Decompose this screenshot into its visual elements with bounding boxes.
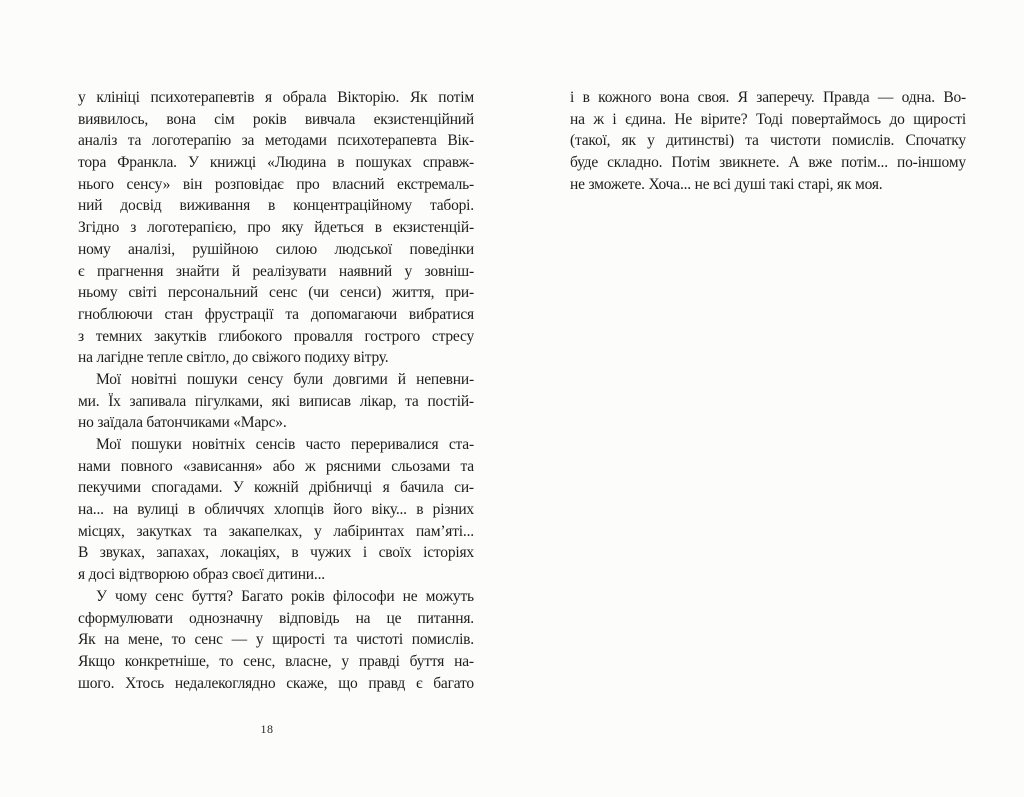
word: Потім bbox=[671, 154, 711, 172]
word: сльозами bbox=[391, 457, 451, 475]
word: були bbox=[293, 370, 324, 388]
word: про bbox=[247, 219, 271, 237]
word: та bbox=[127, 132, 142, 150]
text-line bbox=[78, 304, 474, 326]
word: Як bbox=[409, 89, 428, 106]
word: це bbox=[386, 609, 402, 627]
word: своя. bbox=[697, 89, 730, 106]
word: про bbox=[296, 175, 320, 193]
text-line bbox=[570, 109, 966, 131]
text-line bbox=[78, 586, 474, 608]
word: реалізувати bbox=[252, 262, 327, 280]
word: єдина. bbox=[625, 110, 666, 128]
word: і bbox=[362, 544, 367, 562]
word: однозначну bbox=[189, 609, 263, 627]
word: кожній bbox=[254, 479, 299, 497]
word: років bbox=[252, 110, 287, 128]
word: переривалися bbox=[350, 436, 439, 453]
word: екзистенцій- bbox=[392, 219, 474, 237]
word: пошуках bbox=[355, 154, 412, 172]
word: екстремаль- bbox=[397, 175, 474, 193]
word: є bbox=[415, 674, 423, 692]
word: сенс bbox=[155, 587, 184, 605]
word: повного bbox=[120, 457, 173, 475]
word: прагнення bbox=[96, 262, 164, 280]
word: чому bbox=[114, 587, 147, 605]
text-line bbox=[78, 174, 474, 196]
word: чужих bbox=[310, 544, 352, 562]
text-line bbox=[78, 261, 474, 283]
word: рушійною bbox=[192, 240, 259, 258]
word: шого. bbox=[78, 674, 115, 692]
word: спогадами. bbox=[151, 479, 223, 497]
word: вибратися bbox=[408, 305, 474, 323]
word: власний bbox=[332, 175, 385, 193]
word: ж bbox=[304, 457, 316, 475]
word: сенсів bbox=[255, 436, 296, 453]
word: з bbox=[78, 327, 84, 345]
word: логотерапією, bbox=[147, 219, 237, 237]
word: нього bbox=[78, 175, 114, 193]
word: У bbox=[232, 479, 244, 497]
word: повертаймось bbox=[791, 110, 881, 128]
word: Якщо bbox=[78, 652, 115, 670]
word: психотерапевта bbox=[337, 132, 437, 150]
word: наявний bbox=[338, 262, 392, 280]
word: фрустрації bbox=[204, 305, 274, 323]
word: заперечу. bbox=[756, 89, 815, 106]
word: у bbox=[647, 132, 655, 150]
word: Вік- bbox=[447, 132, 474, 150]
word: допомагаючи bbox=[310, 305, 397, 323]
word: вона bbox=[659, 89, 690, 106]
word: часто bbox=[305, 436, 341, 453]
word: не bbox=[402, 587, 418, 605]
word: то bbox=[219, 652, 234, 670]
word: дрібничці bbox=[309, 479, 373, 497]
word: в bbox=[337, 154, 345, 172]
word: рясними bbox=[325, 457, 381, 475]
word: (такої, bbox=[570, 132, 611, 150]
word: А bbox=[788, 154, 800, 172]
word: звуках, bbox=[99, 544, 145, 562]
word: дитинстві) bbox=[665, 132, 734, 150]
text-line: не зможете. Хоча... не всі душі такі старі, як моя. bbox=[570, 175, 883, 193]
word: пекучими bbox=[78, 479, 141, 497]
word: в bbox=[268, 197, 276, 215]
word: Як bbox=[78, 631, 96, 649]
word: помислів. bbox=[832, 132, 895, 150]
word: Мої bbox=[96, 370, 121, 388]
left-page-column bbox=[78, 87, 474, 694]
word: справж- bbox=[422, 154, 474, 172]
word: темних bbox=[95, 327, 143, 345]
word: закутках bbox=[136, 522, 192, 540]
text-line bbox=[78, 456, 474, 478]
text-line bbox=[78, 499, 474, 521]
word: провалля bbox=[293, 327, 353, 345]
text-line bbox=[78, 87, 474, 109]
word: «зависання» bbox=[182, 457, 263, 475]
word: аналізі, bbox=[127, 240, 175, 258]
word: я bbox=[382, 479, 390, 497]
word: років bbox=[291, 587, 325, 605]
word: ньому bbox=[78, 284, 118, 302]
word: поведінки bbox=[409, 240, 474, 258]
word: потім bbox=[438, 89, 474, 106]
word: пігулками, bbox=[194, 392, 263, 410]
word: звикнете. bbox=[719, 154, 780, 172]
word: філософи bbox=[332, 587, 395, 605]
text-line bbox=[78, 434, 474, 456]
word: йдеться bbox=[314, 219, 364, 237]
word: Франкла. bbox=[117, 154, 177, 172]
word: «Людина bbox=[267, 154, 327, 172]
word: персональний bbox=[167, 284, 259, 302]
word: хлопців bbox=[273, 501, 324, 519]
word: на bbox=[570, 110, 585, 128]
word: виживання bbox=[179, 197, 251, 215]
word: сформулювати bbox=[78, 609, 173, 627]
word: до bbox=[889, 110, 905, 128]
text-line bbox=[78, 542, 474, 564]
page-number: 18 bbox=[260, 722, 274, 736]
word: я bbox=[264, 89, 272, 106]
word: на- bbox=[454, 652, 474, 670]
word: ний bbox=[78, 197, 103, 215]
word: в bbox=[187, 501, 195, 519]
word: нами bbox=[78, 457, 111, 475]
word: пошуки bbox=[131, 436, 182, 453]
word: правд bbox=[368, 674, 406, 692]
word: У bbox=[187, 154, 199, 172]
word: на bbox=[355, 609, 371, 627]
word: Хтось bbox=[125, 674, 164, 692]
text-line bbox=[78, 282, 474, 304]
word: буде bbox=[570, 154, 599, 172]
word: у bbox=[255, 631, 264, 649]
text-line bbox=[78, 326, 474, 348]
word: потім... bbox=[841, 154, 888, 172]
word: Не bbox=[674, 110, 693, 128]
word: ми. bbox=[78, 392, 100, 410]
text-line: я досі відтворюю образ своєї дитини... bbox=[78, 566, 325, 584]
word: закутків bbox=[154, 327, 207, 345]
word: довгими bbox=[333, 370, 388, 388]
word: стресу bbox=[431, 327, 474, 345]
word: у bbox=[341, 652, 349, 670]
word: в bbox=[374, 219, 382, 237]
word: пошуки bbox=[186, 370, 238, 388]
word: обрала bbox=[282, 89, 327, 106]
word: постій- bbox=[427, 392, 474, 410]
word: таборі. bbox=[429, 197, 474, 215]
word: новітніх bbox=[192, 436, 246, 453]
word: Спочатку bbox=[905, 132, 966, 150]
word: ному bbox=[78, 240, 111, 258]
word: та bbox=[405, 392, 419, 410]
word: своїх bbox=[378, 544, 412, 562]
word: Мої bbox=[96, 436, 121, 453]
word: в bbox=[291, 544, 299, 562]
word: у bbox=[404, 262, 413, 280]
text-line bbox=[78, 369, 474, 391]
word: знайти bbox=[175, 262, 220, 280]
text-line bbox=[78, 521, 474, 543]
word: — bbox=[877, 89, 894, 106]
word: аналіз bbox=[78, 132, 118, 150]
word: В bbox=[78, 544, 89, 562]
word: стан bbox=[164, 305, 193, 323]
word: питання. bbox=[417, 609, 474, 627]
word: скаже, bbox=[286, 674, 328, 692]
word: чистоти bbox=[769, 132, 821, 150]
word: Їх bbox=[108, 392, 121, 410]
text-line bbox=[570, 130, 966, 152]
word: вона bbox=[166, 110, 196, 128]
word: вивчала bbox=[304, 110, 356, 128]
word: запахах, bbox=[156, 544, 209, 562]
word: з bbox=[130, 219, 137, 237]
word: психотерапевтів bbox=[150, 89, 255, 106]
word: розповідає bbox=[214, 175, 284, 193]
word: запивала bbox=[129, 392, 187, 410]
word: силою bbox=[275, 240, 317, 258]
word: сенсу bbox=[247, 370, 284, 388]
word: недалекоглядно bbox=[174, 674, 276, 692]
word: то bbox=[171, 631, 186, 649]
text-line bbox=[78, 239, 474, 261]
word: відповідь bbox=[279, 609, 340, 627]
word: на... bbox=[78, 501, 104, 519]
word: та bbox=[285, 305, 299, 323]
word: вулиці bbox=[137, 501, 179, 519]
word: і bbox=[570, 89, 575, 106]
word: Тоді bbox=[755, 110, 783, 128]
right-page-column bbox=[570, 87, 966, 195]
word: що bbox=[338, 674, 358, 692]
word: або bbox=[272, 457, 295, 475]
word: і bbox=[612, 110, 617, 128]
word: зовніш- bbox=[424, 262, 474, 280]
word: досвід bbox=[120, 197, 162, 215]
word: які bbox=[271, 392, 290, 410]
word: тора bbox=[78, 154, 107, 172]
word: бачила bbox=[400, 479, 444, 497]
text-line bbox=[78, 109, 474, 131]
word: екзистенційний bbox=[373, 110, 474, 128]
word: вірите? bbox=[700, 110, 748, 128]
text-line bbox=[78, 391, 474, 413]
word: конкретніше, bbox=[124, 652, 210, 670]
word: сенс bbox=[268, 284, 298, 302]
word: глибокого bbox=[218, 327, 282, 345]
word: ста- bbox=[448, 436, 474, 453]
word: місцях, bbox=[78, 522, 125, 540]
word: у bbox=[314, 522, 322, 540]
word: можуть bbox=[425, 587, 474, 605]
word: він bbox=[182, 175, 203, 193]
word: чистоті bbox=[356, 631, 403, 649]
word: щирості bbox=[272, 631, 325, 649]
word: сенс, bbox=[243, 652, 276, 670]
word: щирості bbox=[913, 110, 966, 128]
word: си- bbox=[454, 479, 474, 497]
word: лікар, bbox=[359, 392, 397, 410]
text-line bbox=[78, 673, 474, 695]
text-line bbox=[78, 477, 474, 499]
word: мене, bbox=[128, 631, 163, 649]
word: (чи bbox=[308, 284, 329, 302]
text-line bbox=[78, 217, 474, 239]
word: віку... bbox=[371, 501, 407, 519]
word: лабіринтах bbox=[333, 522, 405, 540]
word: вже bbox=[808, 154, 833, 172]
word: одна. bbox=[901, 89, 935, 106]
word: в bbox=[582, 89, 590, 106]
word: й bbox=[397, 370, 406, 388]
word: буття? bbox=[191, 587, 233, 605]
word: пам’яті... bbox=[415, 522, 474, 540]
word: як bbox=[621, 132, 636, 150]
word: виписав bbox=[298, 392, 351, 410]
word: його bbox=[333, 501, 363, 519]
text-line bbox=[78, 629, 474, 651]
word: кожного bbox=[598, 89, 652, 106]
text-line bbox=[78, 195, 474, 217]
word: непевни- bbox=[416, 370, 474, 388]
word: методами bbox=[264, 132, 327, 150]
word: сенс bbox=[194, 631, 223, 649]
word: правді bbox=[358, 652, 400, 670]
word: на bbox=[113, 501, 128, 519]
word: багато bbox=[433, 674, 474, 692]
word: гноблюючи bbox=[78, 305, 153, 323]
text-line: на лагідне тепле світло, до свіжого подиху вітру. bbox=[78, 349, 389, 367]
word: є bbox=[78, 262, 85, 280]
word: локаціях, bbox=[220, 544, 280, 562]
word: людської bbox=[334, 240, 392, 258]
word: на bbox=[104, 631, 120, 649]
word: ж bbox=[593, 110, 604, 128]
word: Во- bbox=[943, 89, 966, 106]
word: життя, bbox=[392, 284, 435, 302]
word: різних bbox=[432, 501, 474, 519]
text-line bbox=[78, 130, 474, 152]
text-line bbox=[78, 651, 474, 673]
word: Вікторію. bbox=[337, 89, 400, 106]
word: закапелках, bbox=[228, 522, 303, 540]
text-line bbox=[570, 152, 966, 174]
word: Згідно bbox=[78, 219, 120, 237]
word: та bbox=[333, 631, 348, 649]
text-line bbox=[78, 608, 474, 630]
word: концентраційному bbox=[293, 197, 412, 215]
word: — bbox=[231, 631, 247, 649]
word: сенси) bbox=[339, 284, 382, 302]
word: та bbox=[203, 522, 217, 540]
word: обличчях bbox=[204, 501, 265, 519]
word: Я bbox=[737, 89, 748, 106]
word: у bbox=[78, 89, 86, 106]
word: клініці bbox=[96, 89, 140, 106]
word: при- bbox=[445, 284, 474, 302]
word: в bbox=[416, 501, 424, 519]
word: Багато bbox=[241, 587, 283, 605]
word: за bbox=[241, 132, 255, 150]
word: історіях bbox=[423, 544, 474, 562]
word: помислів. bbox=[411, 631, 474, 649]
word: виявилось, bbox=[78, 110, 149, 128]
word: книжці bbox=[209, 154, 257, 172]
word: власне, bbox=[285, 652, 332, 670]
word: по-іншому bbox=[896, 154, 966, 172]
word: та bbox=[460, 457, 474, 475]
text-line bbox=[78, 152, 474, 174]
word: яку bbox=[281, 219, 304, 237]
word: сенсу» bbox=[126, 175, 171, 193]
word: Правда bbox=[823, 89, 870, 106]
word: гострого bbox=[364, 327, 421, 345]
word: й bbox=[231, 262, 240, 280]
word: логотерапію bbox=[151, 132, 231, 150]
text-line: но заїдала батончиками «Марс». bbox=[78, 414, 287, 432]
word: та bbox=[745, 132, 759, 150]
text-line bbox=[570, 87, 966, 109]
word: світі bbox=[128, 284, 157, 302]
word: буття bbox=[409, 652, 445, 670]
word: новітні bbox=[131, 370, 177, 388]
word: складно. bbox=[607, 154, 663, 172]
word: У bbox=[96, 587, 107, 605]
word: сім bbox=[214, 110, 235, 128]
